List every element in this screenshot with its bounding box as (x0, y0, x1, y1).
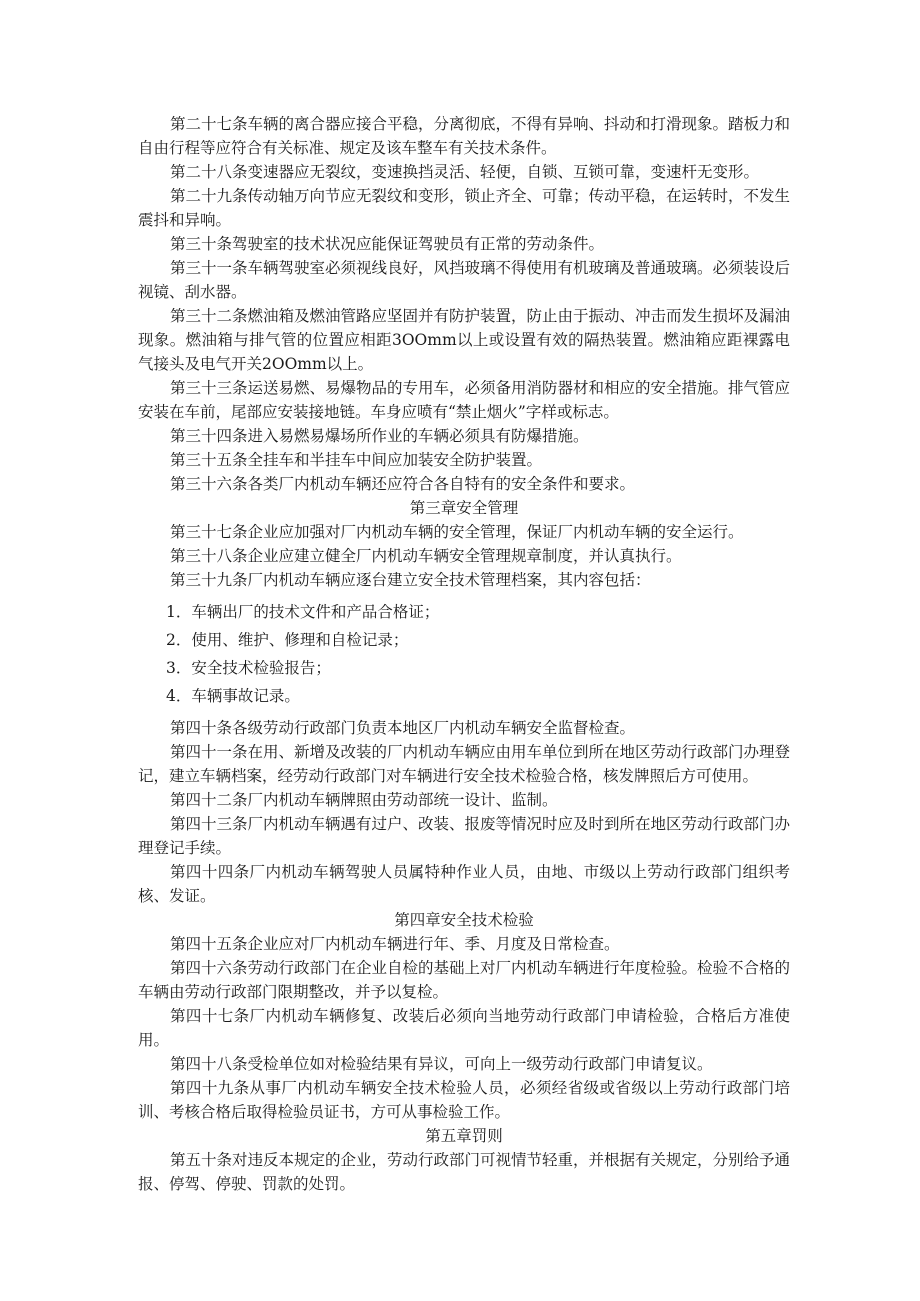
list-item-3: 3．安全技术检验报告； (166, 659, 331, 677)
article-49: 第四十九条从事厂内机动车辆安全技术检验人员，必须经省级或省级以上劳动行政部门培训、考核合格后取得检验员证书，方可从事检验工作。 (138, 1079, 790, 1121)
article-44: 第四十四条厂内机动车辆驾驶人员属特种作业人员，由地、市级以上劳动行政部门组织考核、发证。 (138, 863, 790, 905)
article-35: 第三十五条全挂车和半挂车中间应加装安全防护装置。 (170, 451, 543, 469)
article-50: 第五十条对违反本规定的企业，劳动行政部门可视情节轻重，并根据有关规定，分别给予通报、停驾、停驶、罚款的处罚。 (138, 1151, 791, 1193)
list-item-1: 1．车辆出厂的技术文件和产品合格证； (166, 603, 440, 621)
article-40: 第四十条各级劳动行政部门负责本地区厂内机动车辆安全监督检查。 (170, 719, 636, 737)
list-item-2: 2．使用、维护、修理和自检记录； (166, 631, 409, 649)
article-43: 第四十三条厂内机动车辆遇有过户、改装、报废等情况时应及时到所在地区劳动行政部门办理登记手续。 (138, 815, 791, 857)
article-29: 第二十九条传动轴万向节应无裂纹和变形，锁止齐全、可靠；传动平稳，在运转时，不发生震抖和异响。 (138, 187, 791, 229)
article-28: 第二十八条变速器应无裂纹，变速换挡灵活、轻便，自锁、互锁可靠，变速杆无变形。 (170, 163, 760, 181)
article-39: 第三十九条厂内机动车辆应逐台建立安全技术管理档案，其内容包括： (170, 571, 651, 589)
article-38: 第三十八条企业应建立健全厂内机动车辆安全管理规章制度，并认真执行。 (170, 547, 682, 565)
article-36: 第三十六条各类厂内机动车辆还应符合各自特有的安全条件和要求。 (170, 475, 636, 493)
article-37: 第三十七条企业应加强对厂内机动车辆的安全管理，保证厂内机动车辆的安全运行。 (170, 523, 744, 541)
article-46: 第四十六条劳动行政部门在企业自检的基础上对厂内机动车辆进行年度检验。检验不合格的车辆由劳动行政部门限期整改，并予以复检。 (138, 959, 791, 1001)
article-48: 第四十八条受检单位如对检验结果有异议，可向上一级劳动行政部门申请复议。 (170, 1055, 713, 1073)
chapter-4-heading: 第四章安全技术检验 (394, 911, 534, 929)
article-27: 第二十七条车辆的离合器应接合平稳，分离彻底，不得有异响、抖动和打滑现象。踏板力和自由行程等应符合有关标准、规定及该车整车有关技术条件。 (138, 115, 791, 157)
article-30: 第三十条驾驶室的技术状况应能保证驾驶员有正常的劳动条件。 (170, 235, 605, 253)
chapter-5-heading: 第五章罚则 (425, 1127, 503, 1145)
article-32: 第三十二条燃油箱及燃油管路应坚固并有防护装置，防止由于振动、冲击而发生损坏及漏油现象。燃油箱与排气管的位置应相距3OOmm以上或设置有效的隔热装置。燃油箱应距裸露电气接头及电气开关2OOmm以上。 (138, 307, 791, 373)
article-42: 第四十二条厂内机动车辆牌照由劳动部统一设计、监制。 (170, 791, 558, 809)
article-41: 第四十一条在用、新增及改装的厂内机动车辆应由用车单位到所在地区劳动行政部门办理登记，建立车辆档案，经劳动行政部门对车辆进行安全技术检验合格，核发牌照后方可使用。 (138, 743, 791, 785)
article-34: 第三十四条进入易燃易爆场所作业的车辆必须具有防爆措施。 (170, 427, 589, 445)
list-item-4: 4．车辆事故记录。 (166, 687, 300, 705)
article-47: 第四十七条厂内机动车辆修复、改装后必须向当地劳动行政部门申请检验，合格后方准使用。 (138, 1007, 790, 1049)
chapter-3-heading: 第三章安全管理 (409, 499, 519, 517)
article-33: 第三十三条运送易燃、易爆物品的专用车，必须备用消防器材和相应的安全措施。排气管应安装在车前，尾部应安装接地链。车身应喷有“禁止烟火”字样或标志。 (138, 379, 791, 421)
article-31: 第三十一条车辆驾驶室必须视线良好，风挡玻璃不得使用有机玻璃及普通玻璃。必须装设后视镜、刮水器。 (138, 259, 791, 301)
document-body (138, 112, 790, 1196)
article-45: 第四十五条企业应对厂内机动车辆进行年、季、月度及日常检查。 (170, 935, 620, 953)
